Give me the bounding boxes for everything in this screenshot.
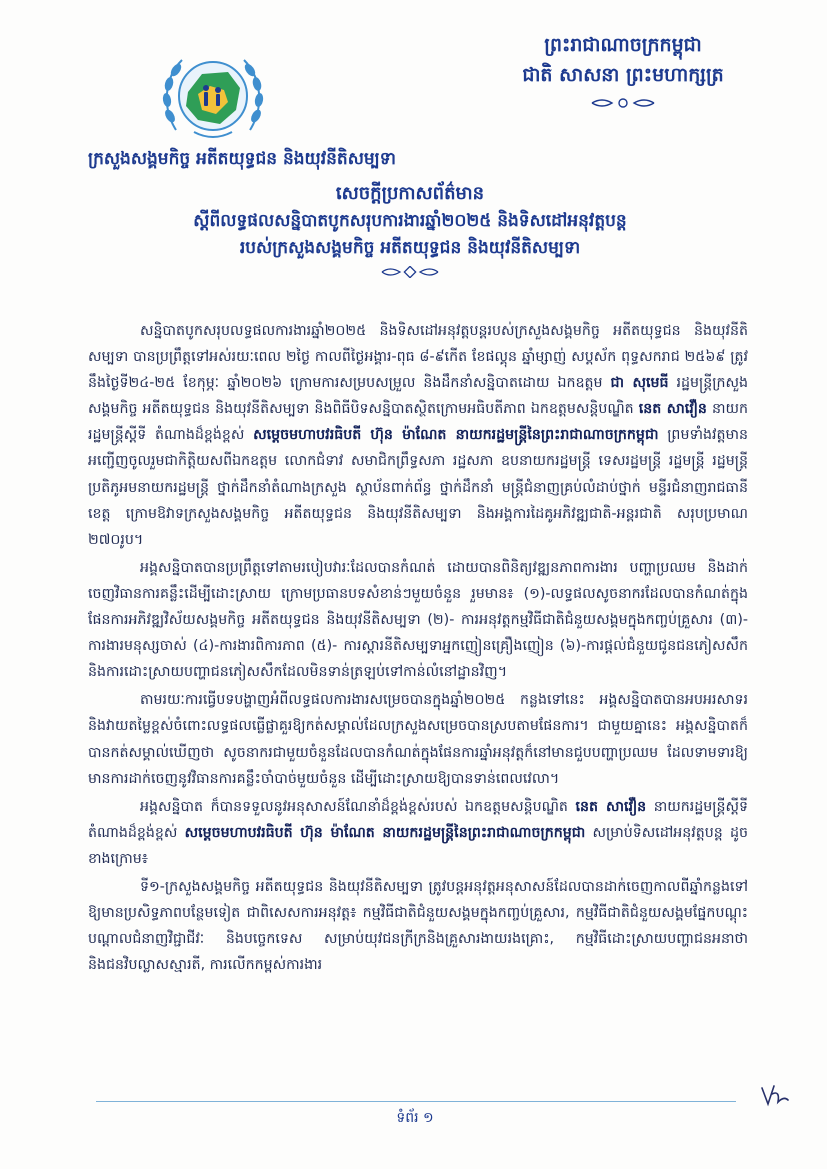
acting-pm-name-2: នេត សាវឿន xyxy=(575,798,647,815)
paragraph-1-text-e: នាយករដ្ឋមន្ត្រីស្តីទី តំណាងដ៏ខ្ពង់ខ្ពស់ xyxy=(88,401,748,444)
paragraph-1 xyxy=(88,318,748,553)
paragraph-4-text-a: អង្គសន្និបាត ក៏បានទទួលនូវអនុសាសន៍ណែនាំដ៏ខ្ពង់ខ្ពស់របស់ ឯកឧត្តមសន្តិបណ្ឌិត xyxy=(140,798,576,815)
page-number: ទំព័រ ១ xyxy=(396,1110,434,1126)
paragraph-4-text-c: នាយករដ្ឋមន្ត្រីស្តីទី តំណាងដ៏ខ្ពង់ខ្ពស់ xyxy=(88,798,748,841)
kingdom-motto xyxy=(498,30,748,120)
kingdom-name: ព្រះរាជាណាចក្រកម្ពុជា xyxy=(544,34,702,56)
paragraph-5: ទី១-ក្រសួងសង្គមកិច្ច អតីតយុទ្ធជន និងយុវនីតិសម្បទា ត្រូវបន្តអនុវត្តអនុសាសន៍ដែលបានដាក់ចេញកាលពីឆ្នាំកន្លងទៅឱ្យមានប្រសិទ្ធភាពបន្ថែមទៀត ជាពិសេសការអនុវត្ត៖ កម្មវិធីជាតិជំនួយសង្គមក្នុងកញ្ចប់គ្រួសារ, កម្មវិធីជាតិជំនួយសង្គមផ្នែកបណ្តុះបណ្តាលជំនាញវិជ្ជាជីវៈ និងបច្ចេកទេស សម្រាប់យុវជនក្រីក្រនិងគ្រួសារងាយរងគ្រោះ, កម្មវិធីដោះស្រាយបញ្ហាជនអនាថានិងជនវិបល្លាសស្មារតី, ការលើកកម្ពស់ការងារ xyxy=(88,878,748,974)
paragraph-1-text-a: សន្និបាតបូកសរុបលទ្ធផលការងារឆ្នាំ២០២៥ និងទិសដៅអនុវត្តបន្តរបស់ក្រសួងសង្គមកិច្ច អតីតយុទ្ធជន និងយុវនីតិសម្បទា បានប្រព្រឹត្តទៅអស់រយៈពេល ២ថ្ងៃ កាលពីថ្ងៃអង្គារ-ពុធ ៨-៩កើត ខែផល្គុន ឆ្នាំម្សាញ់ សប្តស័ក ពុទ្ធសករាជ ២៥៦៩ ត្រូវនឹងថ្ងៃទី២៤-២៥ ខែកុម្ភៈ ឆ្នាំ២០២៦ ក្រោមការសម្របសម្រួល និងដឹកនាំសន្និបាតដោយ ឯកឧត្តម xyxy=(88,323,748,392)
ministry-emblem-icon xyxy=(158,44,268,154)
paragraph-1-text-c: រដ្ឋមន្ត្រីក្រសួងសង្គមកិច្ច អតីតយុទ្ធជន និងយុវនីតិសម្បទា និងពិធីបិទសន្និបាតស្ថិតក្រោមអធិបតីភាព ឯកឧត្តមសន្តិបណ្ឌិត xyxy=(88,375,748,418)
prime-minister-title: សម្តេចមហាបវរធិបតី ហ៊ុន ម៉ាណែត នាយករដ្ឋមន្ត្រីនៃព្រះរាជាណាចក្រកម្ពុជា xyxy=(253,427,659,444)
announcement-title xyxy=(100,180,720,282)
footer-divider xyxy=(96,1101,736,1102)
announcement-body xyxy=(88,318,748,1063)
divider-ornament-icon xyxy=(380,266,440,278)
initials-signature xyxy=(758,1080,792,1110)
national-motto: ជាតិ សាសនា ព្រះមហាក្សត្រ xyxy=(522,64,724,86)
paragraph-1-text-g: ព្រមទាំងវត្តមានអញ្ជើញចូលរួមជាកិត្តិយសពីឯកឧត្តម លោកជំទាវ សមាជិកព្រឹទ្ធសភា រដ្ឋសភា ឧបនាយករដ្ឋមន្ត្រី ទេសរដ្ឋមន្ត្រី រដ្ឋមន្ត្រី រដ្ឋមន្ត្រីប្រតិភូអមនាយករដ្ឋមន្ត្រី ថ្នាក់ដឹកនាំតំណាងក្រសួង ស្ថាប័នពាក់ព័ន្ធ ថ្នាក់ដឹកនាំ មន្ត្រីជំនាញគ្រប់លំដាប់ថ្នាក់ មន្ទីរជំនាញរាជធានី ខេត្ត ក្រោមឱវាទក្រសួងសង្គមកិច្ច អតីតយុទ្ធជន និងយុវនីតិសម្បទា និងអង្គការដៃគូអភិវឌ្ឍជាតិ-អន្តរជាតិ សរុបប្រមាណ ២៧០រូប។ xyxy=(88,427,748,548)
ministry-name: ក្រសួងសង្គមកិច្ច អតីតយុទ្ធជន និងយុវនីតិសម្បទា xyxy=(88,149,396,169)
title-line-2: ស្ដីពីលទ្ធផលសន្និបាតបូកសរុបការងារឆ្នាំ២០២៥ និងទិសដៅអនុវត្តបន្ត xyxy=(193,211,627,231)
paragraph-2: អង្គសន្និបាតបានប្រព្រឹត្តទៅតាមរបៀបវារៈដែលបានកំណត់ ដោយបានពិនិត្យវឌ្ឍនភាពការងារ បញ្ហាប្រឈម និងដាក់ចេញវិធានការគន្លឹះដើម្បីដោះស្រាយ ក្រោមប្រធានបទសំខាន់ៗមួយចំនួន រួមមាន៖ (១)-លទ្ធផលសូចនាករដែលបានកំណត់ក្នុងផែនការអភិវឌ្ឍវិស័យសង្គមកិច្ច អតីតយុទ្ធជន និងយុវនីតិសម្បទា (២)- ការអនុវត្តកម្មវិធីជាតិជំនួយសង្គមក្នុងកញ្ចប់គ្រួសារ (៣)- ការងារមនុស្សចាស់ (៤)-ការងារពិការភាព (៥)- ការស្តារនីតិសម្បទាអ្នកញៀនគ្រឿងញៀន (៦)-ការផ្តល់ជំនួយជូនជនភៀសសឹក និងការដោះស្រាយបញ្ហាជនភៀសសឹកដែលមិនទាន់ត្រឡប់ទៅកាន់លំនៅដ្ឋានវិញ។ xyxy=(88,559,748,681)
paragraph-3: តាមរយៈការធ្វើបទបង្ហាញអំពីលទ្ធផលការងារសម្រេចបានក្នុងឆ្នាំ២០២៥ កន្លងទៅនេះ អង្គសន្និបាតបានអបអរសាទរ និងវាយតម្លៃខ្ពស់ចំពោះលទ្ធផលធ្លើផ្លាគួរឱ្យកត់សម្គាល់ដែលក្រសួងសម្រេចបានស្របតាមផែនការ។ ជាមួយគ្នានេះ អង្គសន្និបាតក៏បានកត់សម្គាល់ឃើញថា សូចនាករជាមួយចំនួនដែលបានកំណត់ក្នុងផែនការឆ្នាំអនុវត្តក៏នៅមានជួបបញ្ហាប្រឈម ដែលទាមទារឱ្យមានការដាក់ចេញនូវវិធានការគន្លឹះចាំបាច់មួយចំនួន ដើម្បីដោះស្រាយឱ្យបានទាន់ពេលវេលា។ xyxy=(88,692,748,787)
flourish-ornament-icon xyxy=(588,96,658,110)
prime-minister-title-2: សម្តេចមហាបវរធិបតី ហ៊ុន ម៉ាណែត នាយករដ្ឋមន្ត្រីនៃព្រះរាជាណាចក្រកម្ពុជា xyxy=(184,824,586,841)
minister-name: ជា សុមេធី xyxy=(610,375,669,392)
paragraph-4 xyxy=(88,794,748,872)
title-line-1: សេចក្ដីប្រកាសព័ត៌មាន xyxy=(335,183,485,204)
paragraph-4-text-e: សម្រាប់ទិសដៅអនុវត្តបន្ត ដូចខាងក្រោម៖ xyxy=(88,824,748,867)
title-line-3: របស់ក្រសួងសង្គមកិច្ច អតីតយុទ្ធជន និងយុវនីតិសម្បទា xyxy=(239,238,581,258)
acting-pm-name: នេត សាវឿន xyxy=(638,401,707,418)
